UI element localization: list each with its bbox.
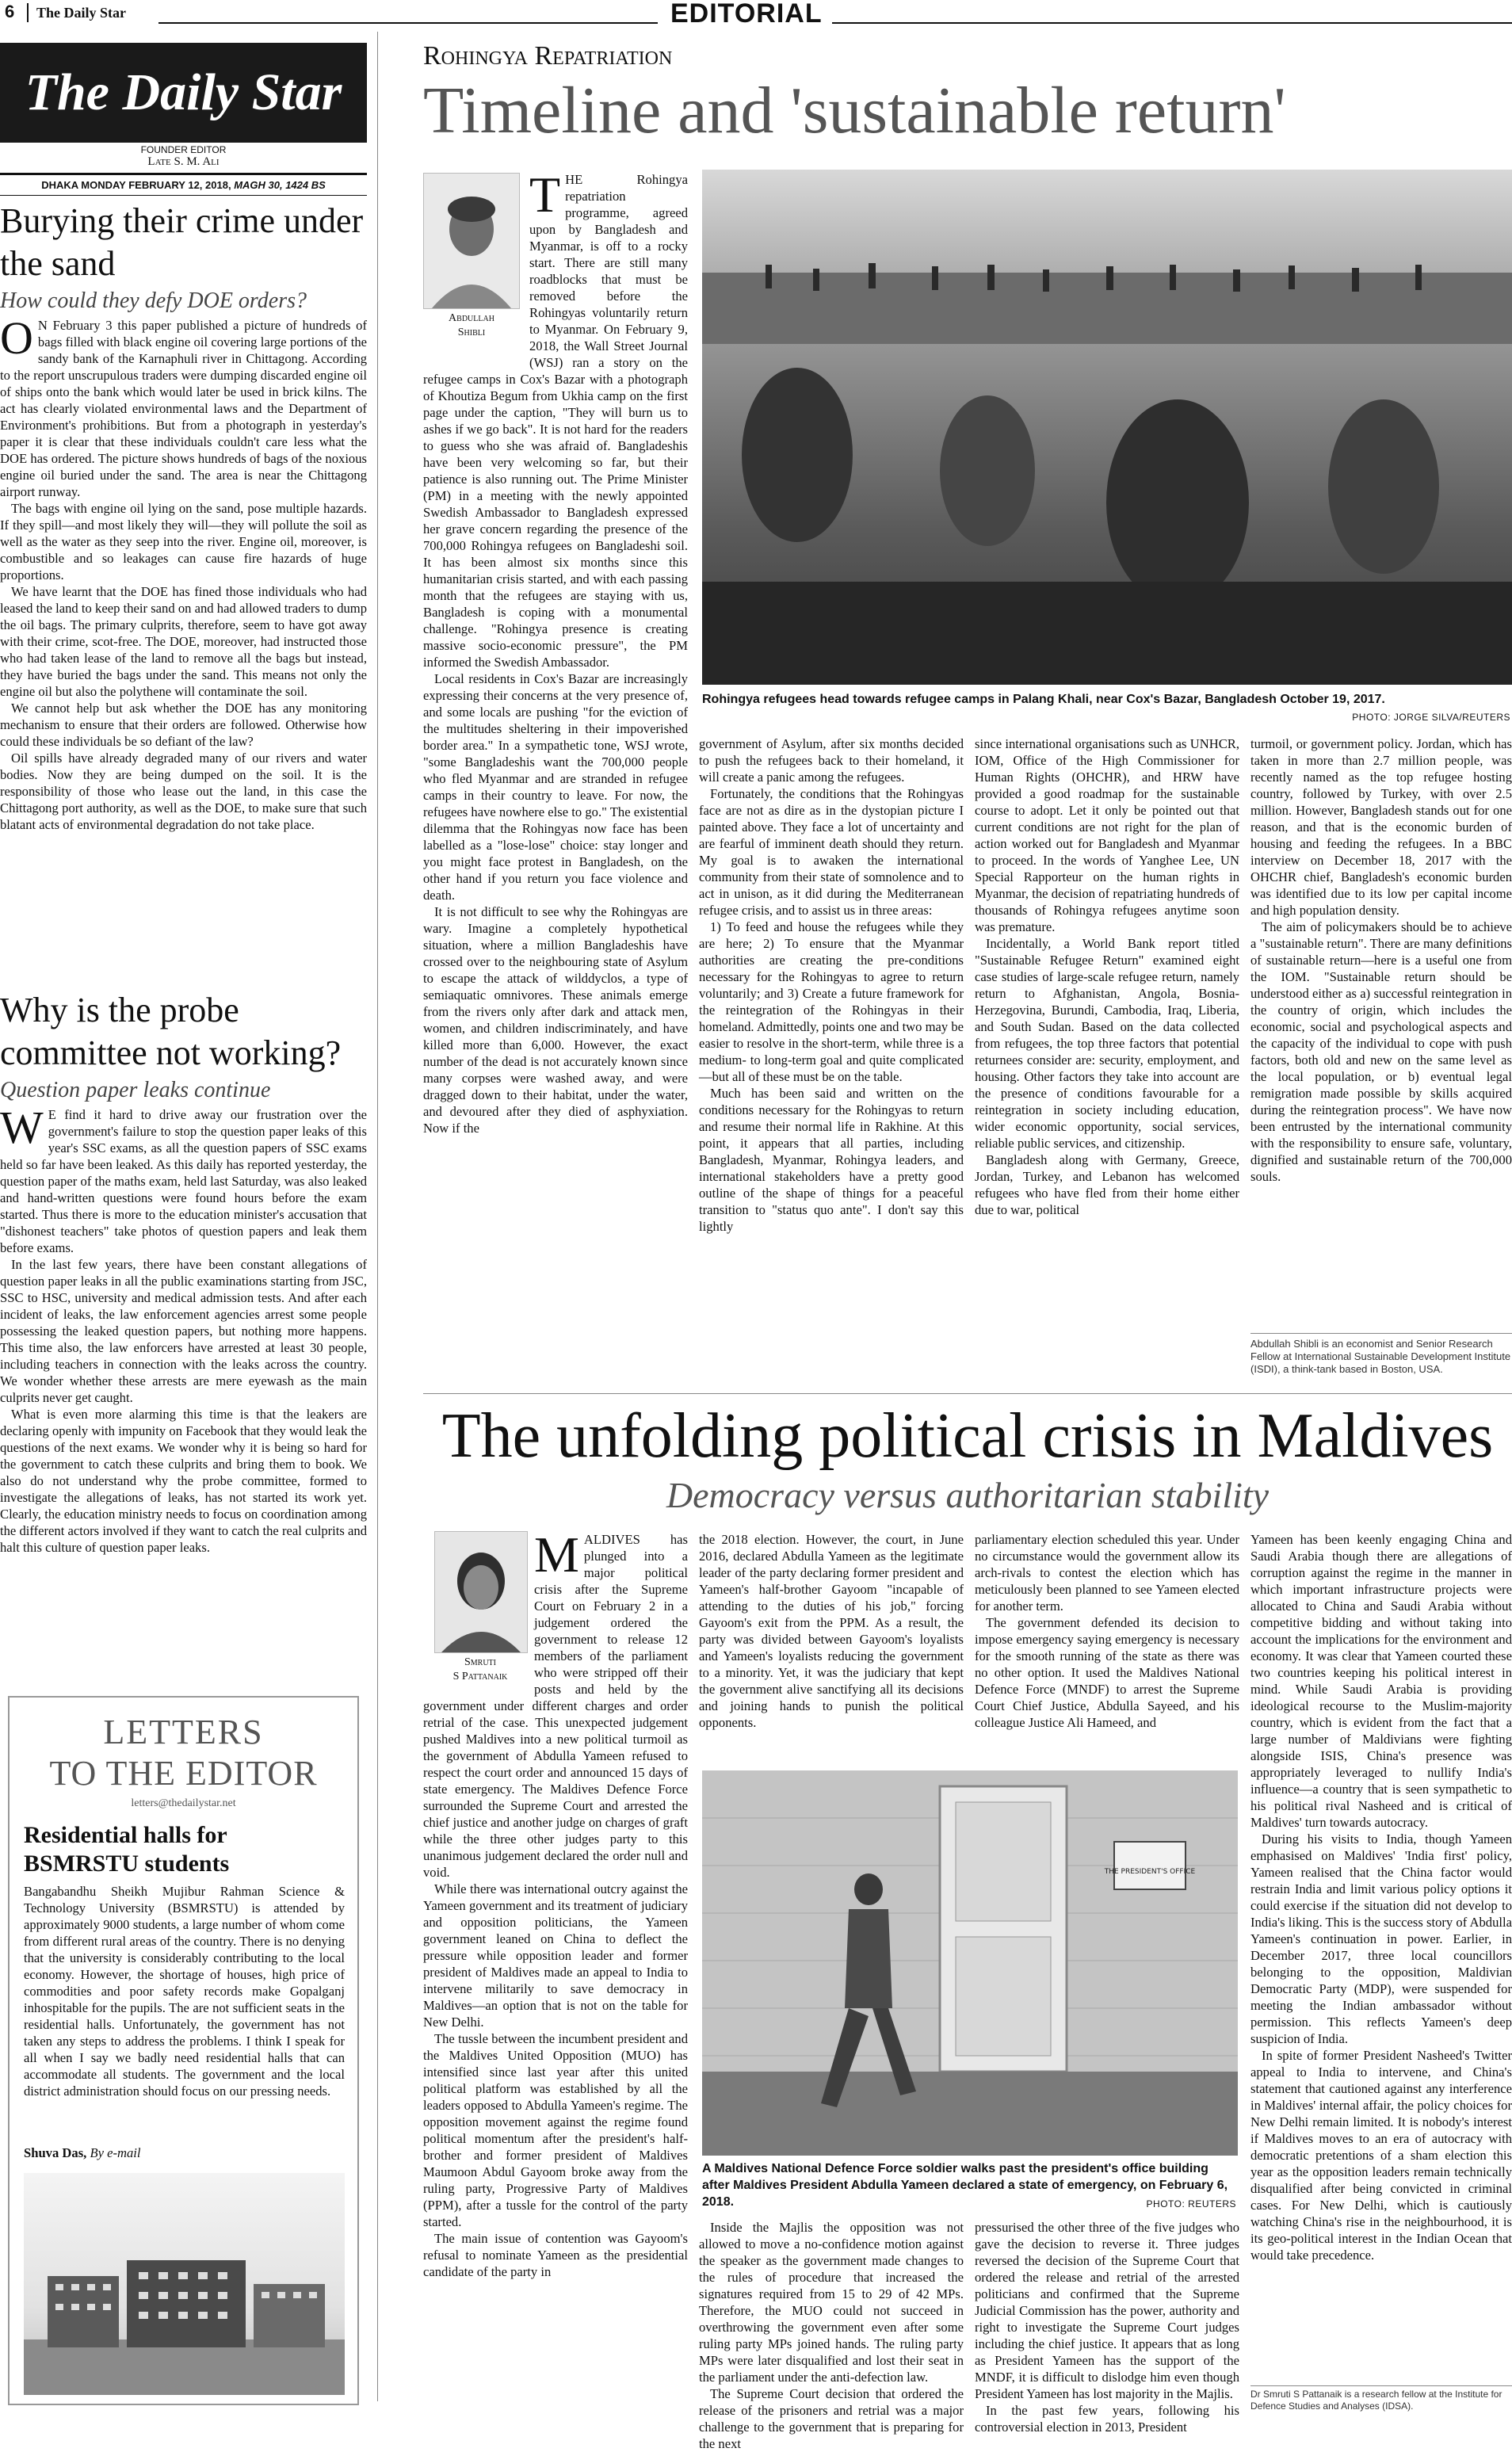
article-1-dropcap: T [529,166,561,223]
article-1-para: since international organisations such as UNHCR, IOM, Office of the High Commissioner for Human Rights (OHCHR), and HRW have provided a good roadmap for the sustainable course to adopt. Let it only be pointed out that current conditions are not right for the plan of action worked out for Bangladesh and Myanmar to proceed. In the words of Yanghee Lee, UN Special Rapporteur on the human rights in Myanmar, the decision of repatriating hundreds of thousands of Rohingya refugees anytime soon was premature. [975,736,1239,934]
editorial-1 [0,200,367,961]
article-2-author-bio: Dr Smruti S Pattanaik is a research fellow at the Institute for Defence Studies and Analyses (IDSA). [1250,2389,1502,2412]
letter-headline: Residential halls for BSMRSTU students [24,1822,230,1877]
article-1-para: Bangladesh along with Germany, Greece, Jordan, Turkey, and Lebanon has welcomed refugees who have fled from their home either due to war, political [975,1152,1239,1217]
letter-body: Bangabandhu Sheikh Mujibur Rahman Science & Technology University (BSMRSTU) is attended by approximately 9000 students, a large number of whom come from different rural areas of the country. There is no denying that the university is considerably contributing to the local economy. However, the shortage of houses, high price of commodities and poor safety records make Gopalganj inhospitable for the pupils. The are not sufficient seats in the residential halls. Unfortunately, the government has not taken any steps to address the problems. I think I speak for all when I say we badly need residential halls that can accommodate all students. The government and the local district administration should focus on our pressing needs. [24,1884,345,2099]
article-2-para: pressurised the other three of the five judges who gave the decision to reverse it. Three judges reversed the decision of the Supreme Court that ordered the release and retrial of the arrested politicians and confirmed that the Supreme Judicial Commission has the power, authority and right to investigate the Supreme Court judges including the chief justice. It appears that as long as President Yameen has the support of the MNDF, it is difficult to dislodge him even though President Yameen has lost majority in the Majlis. [975,2220,1239,2401]
article-2-para: During his visits to India, though Yameen emphasised on Maldives' 'India first' policy, Yameen realised that the China factor would restrain India and limit various policy options it could exercise if the situation did not develop to India's liking. This is the success story of Abdulla Yameen's continuation in power. Earlier, in December 2017, three local councillors belonging to the opposition, Maldivian Democratic Party (MDP), were suspended for meeting the Indian ambassador without permission. This reflects Yameen's deep suspicion of India. [1250,1831,1512,2046]
editorial-2-subhead: Question paper leaks continue [0,1078,271,1102]
article-2-headline: The unfolding political crisis in Maldives [441,1401,1494,1471]
paper-name-small: The Daily Star [36,5,127,21]
editorial-2-headline: Why is the probe committee not working? [0,991,342,1072]
university-building-illustration [24,2173,345,2395]
article-2-col-3-top [975,1531,1239,1769]
letters-title-1: LETTERS [103,1713,264,1751]
editorial-1-headline: Burying their crime under the sand [0,201,364,283]
article-1-col-2 [699,735,964,1385]
section-title: EDITORIAL [670,0,823,29]
editorial-1-para: The bags with engine oil lying on the sand, pose multiple hazards. If they spill—and most likely they will—they will pollute the soil as well as the water as they seep into the river. Engine oil, moreover, is combustible and so leakages can cause fire hazards of huge proportions. [0,501,367,582]
article-2-col-2-bottom [699,2219,964,2451]
page-header [0,0,1512,27]
editorial-1-para: N February 3 this paper published a picture of hundreds of bags filled with black engine oil covering large portions of the sandy bank of the Karnaphuli river in Chittagong. According to the report unscrupulous traders were dumping discarded engine oil of ships onto the bank which would later be used in brick kilns. The act has clearly violated environmental laws and the Department of Environment's prohibitions. But from a photograph in yesterday's paper it is clear that these individuals couldn't care less what the DOE has ordered. The picture shows hundreds of bags of the noxious engine oil buried under the sand. The area is near the Chittagong airport runway. [0,318,367,499]
article-1-para: government of Asylum, after six months decided to push the refugees back to their homeland, it will create a panic among the refugees. [699,736,964,785]
article-2-para: The main issue of contention was Gayoom's refusal to nominate Yameen as the presidential candidate of the party in [423,2231,688,2279]
author-name-pattanaik-2: S Pattanaik [452,1671,508,1682]
letters-title-2: TO THE EDITOR [49,1754,318,1793]
article-2-para: the 2018 election. However, the court, in June 2016, declared Abdulla Yameen as the legitimate leader of the party declaring former president and Yameen's half-brother Gayoom "incapable of attending to the duties of his job," forcing Gayoom's exit from the PPM. As a result, the party was divided between Gayoom's loyalists and Yameen's loyalists reducing the government to a minority. Yet, it was the judiciary that kept the government alive sanctifying all its decisions and joining hands to punish the political opponents. [699,1532,964,1730]
header-rule-left [158,22,658,24]
article-2-col-4 [1250,1531,1512,2379]
founder-label: FOUNDER EDITOR [140,144,227,155]
article-2-col-3-bottom [975,2219,1239,2435]
article-2-para: Inside the Majlis the opposition was not allowed to move a no-confidence motion against the speaker as the government made changes to the rules of procedure that increased the signatures required from 15 to 29 of 42 MPs. Therefore, the MUO could not succeed in overthrowing the government even after some ruling party MPs joined hands. The ruling party MPs were later disqualified and lost their seat in the parliament under the anti-defection law. [699,2220,964,2385]
article-2-dropcap: M [534,1526,579,1583]
author-name-shibli-1: Abdullah [449,312,494,324]
letter-signature-via: By e-mail [90,2145,141,2160]
letter-signature [24,2145,141,2161]
article-1-col-4 [1250,735,1512,1338]
article-1-para: turmoil, or government policy. Jordan, which has taken in more than 2.7 million people, was recently named as the top refugee hosting country, followed by Turkey, with over 2.5 million. However, Bangladesh stands out for one reason, and that is the economic burden of housing and feeding the refugees. In a BBC interview on December 18, 2017 with the OHCHR chief, Bangladesh's economic burden was identified due to its low per capital income and high population density. [1250,736,1512,918]
editorial-1-dropcap: O [0,312,33,364]
article-2-subhead: Democracy versus authoritarian stability [666,1475,1270,1515]
maldives-photo-caption: A Maldives National Defence Force soldier walks past the president's office building after Maldives President Abdulla Yameen declared a state of emergency, on February 6, 2018. [702,2162,1228,2209]
article-1-author-bio: Abdullah Shibli is an economist and Senior Research Fellow at International Sustainable Development Institute (ISDI), a think-tank based in Boston, USA. [1250,1338,1511,1375]
dateline-date: DHAKA MONDAY FEBRUARY 12, 2018, [41,179,231,191]
letter-signature-name: Shuva Das, [24,2145,87,2160]
section-divider [423,1393,1512,1394]
article-1-para: Much has been said and written on the conditions necessary for the Rohingyas to return and resume their normal life in Rakhine. At this point, it appears that all parties, including Bangladesh, Myanmar, Rohingya leaders, and international stakeholders have a pretty good outline of the shape of things for a peaceful transition to "status quo ante". I don't say this lightly [699,1086,964,1234]
article-2-para: parliamentary election scheduled this year. Under no circumstance would the government allow its arch-rivals to contest the election which has meticulously been planned to see Yameen elected for another term. [975,1532,1239,1614]
article-1-col-3 [975,735,1239,1385]
article-1-para: 1) To feed and house the refugees while they are here; 2) To ensure that the Myanmar authorities are creating the pre-conditions necessary for the Rohingyas to agree to return voluntarily; and 3) Create a future framework for the reintegration of the Rohingyas in their homeland. Admittedly, points one and two may be easier to resolve in the short-term, while three is a medium- to long-term goal and quite complicated—but all of these must be on the table. [699,919,964,1084]
article-2-para: The Supreme Court decision that ordered the release of the prisoners and retrial was a major challenge to the government that is preparing for the next [699,2386,964,2451]
article-1-para: The aim of policymakers should be to achieve a "sustainable return". There are many definitions of sustainable return—here is a useful one from the IOM. "Sustainable return should be understood either as a) successful reintegration in the country of origin, which includes the economic, social and psychological aspects and the capacity of the individual to cope with push factors, both old and new on the same level as the local population, or b) eventual legal remigration made possible by skills acquired during the reintegration process". We have now been entrusted by the international community with the responsibility to ensure safe, voluntary, dignified and sustainable return of the 700,000 souls. [1250,919,1512,1184]
article-1-para: Fortunately, the conditions that the Rohingyas face are not as dire as in the dystopian picture I painted above. They face a lot of uncertainty and are fearful of imminent death should they return. My goal is to awaken the international community from their state of somnolence and to act in unison, as it did during the Mediterranean refugee crisis, and to assist us in three areas: [699,786,964,918]
article-1-kicker: Rohingya Repatriation [423,41,673,71]
page-number: 6 [5,2,15,21]
article-2-para: In the past few years, following his controversial election in 2013, President [975,2403,1239,2435]
president-office-sign: THE PRESIDENT'S OFFICE [1104,1868,1196,1876]
article-2-lead: ALDIVES has plunged into a major political crisis after the Supreme Court on February 2 in a judgement ordered the government to release 12 members of the parliament who were stripped off their posts and held by the government under different charges and order retrial of the case. This unexpected judgement pushed Maldives into a new political turmoil as the government of Abdulla Yameen refused to respect the court order and announced 15 days of state emergency. The Maldives Defence Force surrounded the Supreme Court and arrested the chief justice and another judge on charges of graft while the three other judges party to this unanimous judgement declared the order null and void. [423,1532,688,1880]
editorial-2 [0,989,367,1663]
article-1-para: Incidentally, a World Bank report titled "Sustainable Refugee Return" examined eight case studies of large-scale refugee return, namely return to Afghanistan, Angola, Bosnia-Herzegovina, Burundi, Cambodia, Iraq, Liberia, and South Sudan. Based on the data collected from refugees, the top three factors that potential returnees consider are: security, employment, and housing. Other factors they take into account are the presence of conditions favourable for a reintegration in society including education, wider economic opportunity, social services, reliable public services, and citizenship. [975,936,1239,1151]
article-2-para: In spite of former President Nasheed's Twitter appeal to India to intervene, and China's statement that cautioned against any interference in Maldives' internal affair, the policy choices for New Delhi remain limited. It is nobody's interest if Maldives moves to an era of autocracy with democratic pretentions of a sham election this year as the opposition leaders remain technically disqualified after being convicted in criminal cases. For New Delhi, which is cautiously watching China's rise in the neighbourhood, it is its geo-political interest in the Indian Ocean that would take precedence. [1250,2048,1512,2263]
editorial-1-para: Oil spills have already degraded many of our rivers and water bodies. Now they are being dumped on the soil. It is the responsibility of those who lease out the land, in this case the Chittagong port authority, as well as the DOE, to make sure that such blatant acts of environmental degradation do not take place. [0,750,367,832]
editorial-2-para: What is even more alarming this time is that the leakers are declaring openly with impunity on Facebook that they would leak the questions of the next exams. We wonder why it is being so hard for the government to catch these culprits and bring them to book. We also do not understand why the probe committee, formed to investigate the allegations of leaks, has not started its work yet. Clearly, the education ministry needs to focus on coordination among the different actors involved if they want to catch the real culprits and halt this culture of question paper leaks. [0,1407,367,1555]
maldives-photo-credit: PHOTO: REUTERS [1146,2198,1236,2209]
rohingya-refugees-photo [702,170,1512,685]
rohingya-photo-credit: PHOTO: JORGE SILVA/REUTERS [1352,712,1510,723]
author-name-pattanaik-1: Smruti [464,1656,496,1668]
dateline [0,179,367,191]
university-building-photo [24,2173,345,2395]
rohingya-photo-caption: Rohingya refugees head towards refugee camps in Palang Khali, near Cox's Bazar, Bangladesh October 19, 2017. [702,693,1385,706]
editorial-1-para: We cannot help but ask whether the DOE has any monitoring mechanism to ensure that their orders are followed. Otherwise how could these individuals be so defiant of the law? [0,701,367,749]
letters-email[interactable]: letters@thedailystar.net [131,1797,236,1809]
article-2-para: The tussle between the incumbent president and the Maldives United Opposition (MUO) has intensified since last year after this united political platform was established by all the leaders opposed to Abdulla Yameen's regime. The opposition movement against the regime found political momentum after the president's half-brother and former president of Maldives Maumoon Abdul Gayoom broke away from the ruling party, Progressive Party of Maldives (PPM), after a tussle for the control of the party started. [423,2031,688,2229]
article-1-lead: HE Rohingya repatriation programme, agreed upon by Bangladesh and Myanmar, is off to a rocky start. There are still many roadblocks that must be removed before the Rohingyas voluntarily return to Myanmar. On February 9, 2018, the Wall Street Journal (WSJ) ran a story on the refugee camps in Cox's Bazar with a photograph of Khoutiza Begum from Ukhia camp on the first page under the caption, "They will burn us to ashes if we go back". It is not hard for the readers to guess who she was afraid of. Bangladeshis have been very welcoming so far, but their patience is also running out. The Prime Minister (PM) in a meeting with the newly appointed Swedish Ambassador to Bangladesh expressed her grave concern regarding the presence of the 700,000 Rohingya refugees on Bangladeshi soil. It has been almost six months since this humanitarian crisis started, and with each passing month that the refugees are staying with us, Bangladesh is coping with a monumental challenge. "Rohingya presence is creating massive socio-economic pressure", the PM informed the Swedish Ambassador. [423,172,688,670]
article-2-para: While there was international outcry against the Yameen government and its treatment of judiciary and opposition politicians, the Yameen government leaned on China to deflect the pressure while opposition leader and former president of Maldives made an appeal to India to intervene militarily to save democracy in Maldives—an option that is not on the table for New Delhi. [423,1881,688,2030]
header-rule-right [832,22,1512,24]
editorial-2-dropcap: W [0,1102,44,1153]
article-2-para: The government defended its decision to impose emergency saying emergency is necessary for the smooth running of the state as there was no other option. It used the Maldives National Defence Force (MNDF) to arrest the Supreme Court Chief Justice, Abdulla Sayeed, and his colleague Justice Ali Hameed, and [975,1615,1239,1730]
editorial-2-para: E find it hard to drive away our frustration over the government's failure to stop the question paper leaks of this year's SSC exams, as all the question papers of SSC exams held so far have been leaked. As this daily has reported yesterday, the question paper of the maths exam, held last Saturday, was also leaked and hand-written questions were found hours before the exam started. Thus there is more to the education minister's accusation that "dishonest teachers" take photos of question papers and leak them before exams. [0,1107,367,1255]
article-2-col-1 [423,1526,688,2412]
maldives-photo-illustration [702,1770,1238,2156]
article-1-headline: Timeline and 'sustainable return' [423,74,1286,147]
article-1-para: It is not difficult to see why the Rohingyas are wary. Imagine a completely hypothetical situation, where a million Bangladeshis have crossed over to the neighbouring state of Asylum to escape the attack of wilddyclos, a type of semiaquatic omnivores. These animals emerge from the rivers only after dark and attack men, women, and children indiscriminately, and have killed more than 6,000. However, the exact number of the dead is not accurately known since many corpses were washed away, and were dragged down to their habitat, under the water, and devoured after they died of asphyxiation. Now if the [423,904,688,1136]
editorial-1-para: We have learnt that the DOE has fined those individuals who had leased the land to keep their sand on and had allowed traders to dump the oil bags. The primary culprits, therefore, seem to have got away with their crime, scot-free. The DOE, moreover, had instructed those who had taken lease of the land to remove all the bags but instead, they have buried the bags under the sand. This means not only the engine oil but also the polythene will contaminate the soil. [0,584,367,699]
author-name-shibli-2: Shibli [457,327,486,338]
article-1-col-1 [423,166,688,1384]
column-divider [377,32,378,2401]
letters-box [8,1696,359,2405]
founder-name: Late S. M. Ali [147,155,220,168]
article-1-para: Local residents in Cox's Bazar are increasingly expressing their concerns at the very presence of, and some locals are pushing "for the eviction of the multitudes sheltering in their impoverished border area." In a sympathetic tone, WSJ wrote, "some Bangladeshis want the 700,000 people who fled Myanmar and are stranded in refugee camps in their country to leave. For now, the refugees have nowhere else to go." The existential dilemma that the Rohingyas now face has been labelled as a "lose-lose" choice: stay longer and you might face protest in Bangladesh, on the other hand if you return you face violence and death. [423,671,688,903]
dateline-bangla: MAGH 30, 1424 BS [234,179,326,191]
maldives-soldier-photo [702,1770,1238,2156]
editorial-2-para: In the last few years, there have been constant allegations of question paper leaks in all the public examinations starting from JSC, SSC to HSC, university and medical admission tests. And after each incident of leaks, the law enforcement agencies arrest some people possessing the leaked question papers, but nothing more happens. This time also, the law enforcers have arrested at least 30 people, including teachers in connection with the leaks across the country. We wonder whether these arrests are mere eyewash as the main culprits never get caught. [0,1257,367,1405]
nameplate-logo: The Daily Star [25,63,342,121]
editorial-1-subhead: How could they defy DOE orders? [0,288,307,313]
article-2-para: Yameen has been keenly engaging China and Saudi Arabia though there are allegations of corruption against the regime in the manner in which important infrastructure projects were allocated to China and Saudi Arabia without competitive bidding and without taking into account the implications for the environment and economy. It was clear that Yameen courted these two countries keeping his political interest in mind. While Saudi Arabia is providing ideological recourse to the Muslim-majority country, which is evident from the fact that a large number of Maldivians were fighting alongside ISIS, China's presence was appropriately leveraged to nullify India's influence—a country that is seen sympathetic to his political rival Nasheed and is critical of Maldives' turn towards autocracy. [1250,1532,1512,1830]
rohingya-photo-illustration [702,170,1512,685]
article-2-col-2-top [699,1531,964,1769]
nameplate [0,43,367,143]
